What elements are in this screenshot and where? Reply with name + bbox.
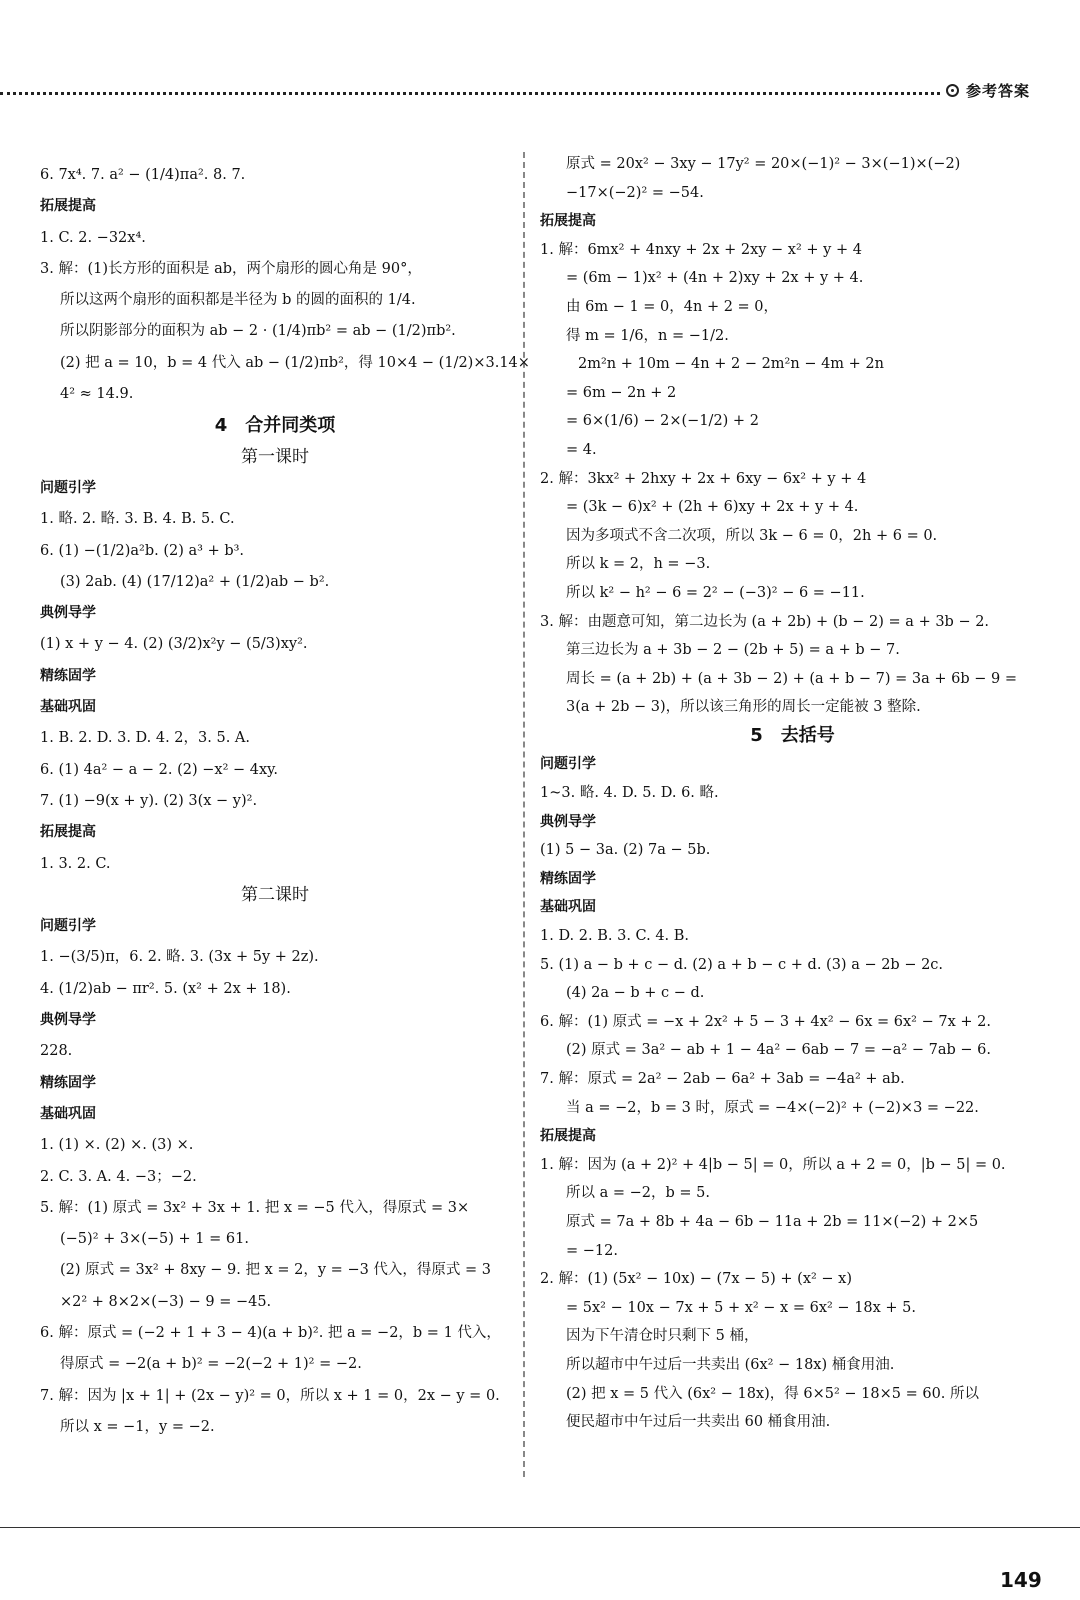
section-heading: 精练固学 (540, 870, 596, 887)
section-heading: 基础巩固 (540, 899, 596, 916)
answer-line: = 6m − 2n + 2 (566, 384, 677, 401)
answer-line: 1. D. 2. B. 3. C. 4. B. (540, 928, 690, 945)
header-title: 参考答案 (966, 82, 1031, 100)
answer-line: = 6×(1/6) − 2×(−1/2) + 2 (566, 413, 759, 430)
answer-line: 原式 = 7a + 8b + 4a − 6b − 11a + 2b = 11×(−2) + 2×5 (566, 1213, 979, 1230)
answer-line: 7. 解：原式 = 2a² − 2ab − 6a² + 3ab = −4a² + ab. (540, 1071, 905, 1087)
answer-line: 228. (40, 1043, 73, 1060)
answer-line: 1. 略. 2. 略. 3. B. 4. B. 5. C. (40, 511, 235, 528)
answer-line: 5. (1) a − b + c − d. (2) a + b − c + d. (3) a − 2b − 2c. (540, 956, 944, 973)
answer-line: 2. C. 3. A. 4. −3；−2. (40, 1168, 197, 1185)
answer-line: 当 a = −2，b = 3 时，原式 = −4×(−2)² + (−2)×3 = −22. (566, 1099, 979, 1116)
answer-line: 1. B. 2. D. 3. D. 4. 2，3. 5. A. (40, 730, 250, 747)
footer-rule (0, 1527, 1080, 1528)
answer-line: (2) 原式 = 3a² − ab + 1 − 4a² − 6ab − 7 = −a² − 7ab − 6. (566, 1042, 991, 1059)
section-heading: 基础巩固 (40, 699, 96, 716)
answer-line: 所以 a = −2，b = 5. (566, 1185, 710, 1202)
answer-line: 1. 解：因为 (a + 2)² + 4|b − 5| = 0，所以 a + 2 = 0，|b − 5| = 0. (540, 1156, 1006, 1173)
section-heading: 问题引学 (40, 918, 96, 935)
answer-line: 1. −(3/5)π，6. 2. 略. 3. (3x + 5y + 2z). (40, 949, 319, 966)
section-heading: 精练固学 (40, 1074, 96, 1091)
answer-line: 3. 解：由题意可知，第二边长为 (a + 2b) + (b − 2) = a + 3b − 2. (540, 613, 990, 630)
right-column (540, 150, 1045, 1437)
answer-line: 所以 k² − h² − 6 = 2² − (−3)² − 6 = −11. (566, 584, 865, 601)
section-heading: 拓展提高 (540, 213, 596, 230)
answer-line: 3(a + 2b − 3)，所以该三角形的周长一定能被 3 整除. (566, 699, 921, 716)
chapter-title: 4 合并同类项 (214, 415, 336, 437)
answer-line: 2. 解：3kx² + 2hxy + 2x + 6xy − 6x² + y + 4 (540, 470, 867, 487)
answer-line: (−5)² + 3×(−5) + 1 = 61. (60, 1231, 249, 1248)
answer-line: 6. (1) 4a² − a − 2. (2) −x² − 4xy. (40, 761, 279, 778)
answer-line: 1. (1) ×. (2) ×. (3) ×. (40, 1137, 194, 1154)
answer-line: = 5x² − 10x − 7x + 5 + x² − x = 6x² − 18x + 5. (566, 1299, 917, 1316)
answer-line: 所以超市中午过后一共卖出 (6x² − 18x) 桶食用油. (566, 1356, 895, 1373)
answer-line: 得 m = 1/6，n = −1/2. (566, 327, 729, 344)
section-heading: 拓展提高 (540, 1128, 596, 1145)
answer-line: 由 6m − 1 = 0，4n + 2 = 0， (566, 298, 779, 315)
answer-line: 原式 = 20x² − 3xy − 17y² = 20×(−1)² − 3×(−1)×(−2) (566, 156, 961, 172)
answer-line: 第三边长为 a + 3b − 2 − (2b + 5) = a + b − 7. (566, 642, 900, 659)
answer-line: 6. 解：(1) 原式 = −x + 2x² + 5 − 3 + 4x² − 6x = 6x² − 7x + 2. (540, 1013, 991, 1030)
answer-line: 6. (1) −(1/2)a²b. (2) a³ + b³. (40, 542, 245, 559)
answer-line: 所以 x = −1，y = −2. (60, 1418, 215, 1435)
answer-line: 所以阴影部分的面积为 ab − 2 · (1/4)πb² = ab − (1/2)πb². (60, 323, 456, 340)
answer-line: 1. C. 2. −32x⁴. (40, 229, 146, 246)
answer-line: 所以 k = 2，h = −3. (566, 556, 711, 573)
section-heading: 典例导学 (540, 813, 596, 830)
answer-line: = −12. (566, 1242, 618, 1259)
answer-line: (2) 原式 = 3x² + 8xy − 9. 把 x = 2，y = −3 代入，得原式 = 3 (60, 1262, 492, 1279)
answer-line: 6. 7x⁴. 7. a² − (1/4)πa². 8. 7. (40, 167, 246, 183)
answer-line: 4. (1/2)ab − πr². 5. (x² + 2x + 18). (40, 980, 291, 997)
answer-line: = (3k − 6)x² + (2h + 6)xy + 2x + y + 4. (566, 499, 859, 516)
answer-line: 4² ≈ 14.9. (60, 386, 134, 403)
section-heading: 基础巩固 (40, 1105, 96, 1122)
answer-line: −17×(−2)² = −54. (566, 184, 704, 201)
answer-line: 便民超市中午过后一共卖出 60 桶食用油. (566, 1414, 831, 1431)
answer-line: 1~3. 略. 4. D. 5. D. 6. 略. (540, 785, 719, 802)
answer-line: 得原式 = −2(a + b)² = −2(−2 + 1)² = −2. (60, 1356, 362, 1373)
section-heading: 典例导学 (40, 605, 96, 622)
answer-line: 3. 解：(1)长方形的面积是 ab，两个扇形的圆心角是 90°， (40, 260, 422, 277)
header-bullet-icon (946, 84, 959, 97)
section-heading: 拓展提高 (40, 198, 96, 215)
answer-line: 7. (1) −9(x + y). (2) 3(x − y)². (40, 792, 258, 809)
answer-line: 所以这两个扇形的面积都是半径为 b 的圆的面积的 1/4. (60, 292, 416, 309)
section-heading: 典例导学 (40, 1012, 96, 1029)
lesson-title: 第一课时 (241, 446, 309, 467)
answer-line: 6. 解：原式 = (−2 + 1 + 3 − 4)(a + b)². 把 a = −2，b = 1 代入， (40, 1324, 501, 1341)
answer-line: (1) x + y − 4. (2) (3/2)x²y − (5/3)xy². (40, 636, 308, 653)
section-heading: 精练固学 (40, 667, 96, 684)
header-dotted-rule (0, 92, 940, 95)
answer-line: = (6m − 1)x² + (4n + 2)xy + 2x + y + 4. (566, 270, 864, 287)
answer-line: 2m²n + 10m − 4n + 2 − 2m²n − 4m + 2n (578, 356, 884, 373)
lesson-title: 第二课时 (241, 884, 309, 905)
section-heading: 拓展提高 (40, 824, 96, 841)
answer-line: 因为多项式不含二次项，所以 3k − 6 = 0，2h + 6 = 0. (566, 527, 938, 544)
chapter-title: 5 去括号 (750, 724, 835, 746)
answer-line: (2) 把 a = 10，b = 4 代入 ab − (1/2)πb²，得 10×4 − (1/2)×3.14× (60, 354, 530, 371)
page-number: 149 (1000, 1568, 1042, 1592)
answer-line: 7. 解：因为 |x + 1| + (2x − y)² = 0，所以 x + 1 = 0，2x − y = 0. (40, 1387, 500, 1404)
answer-line: 周长 = (a + 2b) + (a + 3b − 2) + (a + b − 7) = 3a + 6b − 9 = (566, 670, 1018, 687)
answer-line: (2) 把 x = 5 代入 (6x² − 18x)，得 6×5² − 18×5 = 60. 所以 (566, 1385, 980, 1402)
section-heading: 问题引学 (540, 756, 596, 773)
answer-line: = 4. (566, 441, 597, 458)
answer-line: 1. 3. 2. C. (40, 855, 111, 872)
answer-line: (3) 2ab. (4) (17/12)a² + (1/2)ab − b². (60, 573, 330, 590)
answer-line: 5. 解：(1) 原式 = 3x² + 3x + 1. 把 x = −5 代入，得原式 = 3× (40, 1199, 470, 1216)
section-heading: 问题引学 (40, 479, 96, 496)
answer-line: (1) 5 − 3a. (2) 7a − 5b. (540, 842, 711, 859)
answer-line: 因为下午清仓时只剩下 5 桶， (566, 1328, 759, 1345)
answer-line: 1. 解：6mx² + 4nxy + 2x + 2xy − x² + y + 4 (540, 241, 862, 258)
answer-line: ×2² + 8×2×(−3) − 9 = −45. (60, 1293, 272, 1310)
left-column (40, 160, 530, 1443)
answer-line: (4) 2a − b + c − d. (566, 985, 705, 1002)
answer-line: 2. 解：(1) (5x² − 10x) − (7x − 5) + (x² − x) (540, 1271, 853, 1288)
